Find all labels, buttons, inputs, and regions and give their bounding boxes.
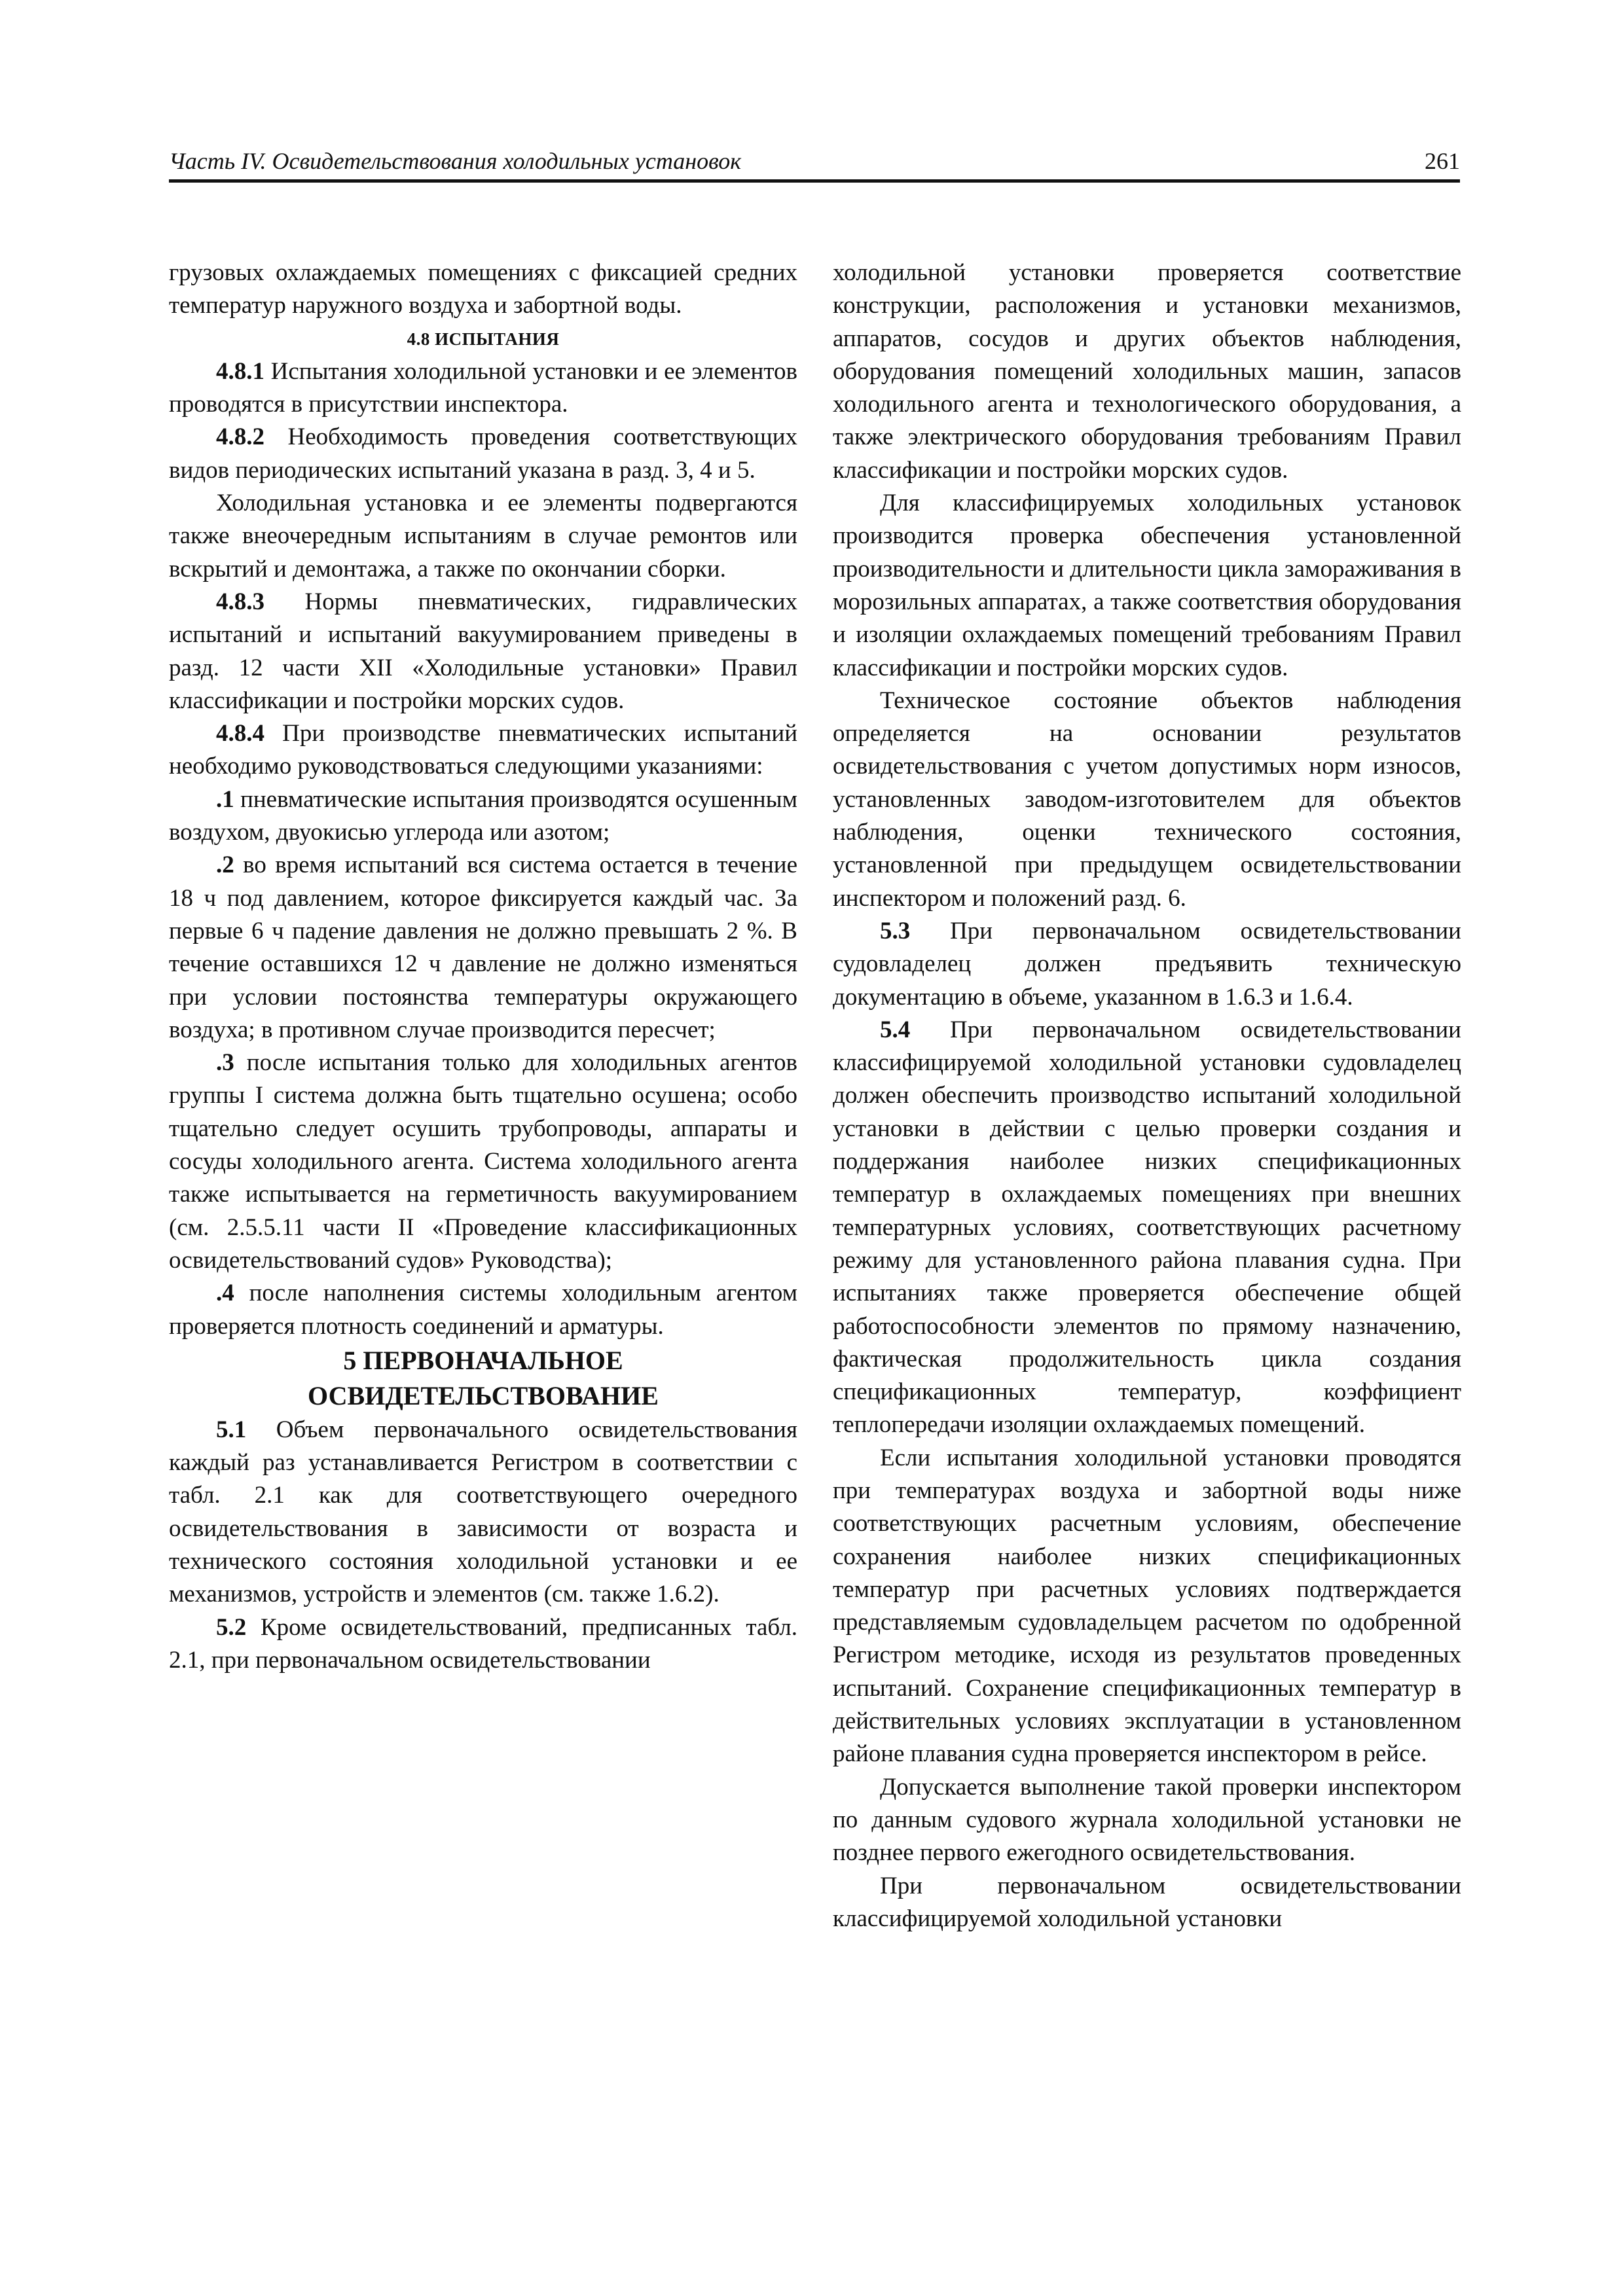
right-column <box>833 257 1461 1935</box>
clause-text: Кроме освидетельствований, предписанных табл. 2.1, при первоначальном освидетельствовании <box>169 1613 797 1674</box>
paragraph-technical-condition: Техническое состояние объектов наблюдения определяется на основании результатов освидетельствования с учетом допустимых норм износов, установленных заводом-изготовителем для объектов наблюдения, оценки технического состояния, установленной при предыдущем освидетельствовании инспектором и положений разд. 6. <box>833 687 1461 912</box>
paragraph-4-8-2-b: Холодильная установка и ее элементы подвергаются также внеочередным испытаниям в случае ремонтов или вскрытий и демонтажа, а также по окончании сборки. <box>169 490 797 583</box>
clause-text: Объем первоначального освидетельствования каждый раз устанавливается Регистром в соответствии с табл. 2.1 как для соответствующего очередного освидетельствования в зависимости от возраста и технического состояния холодильной установки и ее механизмов, устройств и элементов (см. также 1.6.2). <box>169 1416 797 1608</box>
subsection-heading-4-8: 4.8 ИСПЫТАНИЯ <box>407 329 560 349</box>
clause-text: При первоначальном освидетельствовании судовладелец должен предъявить техническую документацию в объеме, указанном в 1.6.3 и 1.6.4. <box>833 917 1461 1011</box>
paragraph-allowed: Допускается выполнение такой проверки инспектором по данным судового журнала холодильной установки не позднее первого ежегодного освидетельствования. <box>833 1773 1461 1867</box>
section-heading-line-1: 5 ПЕРВОНАЧАЛЬНОЕ <box>343 1345 623 1375</box>
item-number: .4 <box>216 1280 234 1307</box>
item-number: .2 <box>216 852 234 879</box>
list-item-3 <box>169 1047 797 1277</box>
paragraph-continuation: холодильной установки проверяется соответствие конструкции, расположения и установки механизмов, аппаратов, сосудов и других объектов наблюдения, оборудования помещений холодильных машин, запасов холодильного агента и технологического оборудования, а также электрического оборудования требованиям Правил классификации и постройки морских судов. <box>833 259 1461 484</box>
item-number: .1 <box>216 785 234 813</box>
item-text: пневматические испытания производятся осушенным воздухом, двуокисью углерода или азотом; <box>169 785 797 846</box>
section-heading-line-2: ОСВИДЕТЕЛЬСТВОВАНИЕ <box>308 1380 659 1410</box>
clause-number: 5.1 <box>216 1416 247 1443</box>
clause-number: 5.4 <box>880 1016 911 1043</box>
clause-text: При первоначальном освидетельствовании классифицируемой холодильной установки судовладелец должен обеспечить производство испытаний холодильной установки в действии с целью проверки создания и поддержания наиболее низких спецификационных температур в охлаждаемых помещениях при внешних температурных условиях, соответствующих расчетному режиму для установленного района плавания судна. При испытаниях также проверяется обеспечение общей работоспособности элементов по прямому назначению, фактическая продолжительность цикла создания спецификационных температур, коэффициент теплопередачи изоляции охлаждаемых помещений. <box>833 1016 1461 1439</box>
paragraph-4-8-4 <box>169 717 797 783</box>
paragraph-5-3 <box>833 915 1461 1014</box>
paragraph-last: При первоначальном освидетельствовании классифицируемой холодильной установки <box>833 1872 1461 1932</box>
clause-number: 4.8.3 <box>216 588 264 615</box>
paragraph-classified-units: Для классифицируемых холодильных установок производится проверка обеспечения установленной производительности и длительности цикла замораживания в морозильных аппаратах, а также соответствия оборудования и изоляции охлаждаемых помещений требованиям Правил классификации и постройки морских судов. <box>833 490 1461 681</box>
clause-number: 5.2 <box>216 1613 247 1641</box>
clause-number: 5.3 <box>880 917 911 944</box>
clause-text: Испытания холодильной установки и ее элементов проводятся в присутствии инспектора. <box>169 357 797 418</box>
page-number: 261 <box>1425 148 1460 174</box>
paragraph-intro: грузовых охлаждаемых помещениях с фиксацией средних температур наружного воздуха и забортной воды. <box>169 259 797 319</box>
clause-text: Нормы пневматических, гидравлических испытаний и испытаний вакуумированием приведены в разд. 12 части XII «Холодильные установки» Правил классификации и постройки морских судов. <box>169 588 797 714</box>
item-text: во время испытаний вся система остается в течение 18 ч под давлением, которое фиксируется каждый час. За первые 6 ч падение давления не должно превышать 2 %. В течение оставшихся 12 ч давление не должно изменяться при условии постоянства температуры окружающего воздуха; в противном случае производится пересчет; <box>169 852 797 1043</box>
item-text: после испытания только для холодильных агентов группы I система должна быть тщательно осушена; особо тщательно следует осушить трубопроводы, аппараты и сосуды холодильного агента. Система холодильного агента также испытывается на герметичность вакуумированием (см. 2.5.5.11 части II «Проведение классификационных освидетельствований судов» Руководства); <box>169 1049 797 1274</box>
left-column <box>169 257 797 1677</box>
clause-number: 4.8.1 <box>216 357 264 385</box>
item-number: .3 <box>216 1049 234 1077</box>
paragraph-5-1 <box>169 1414 797 1611</box>
list-item-2 <box>169 849 797 1047</box>
list-item-4 <box>169 1277 797 1343</box>
paragraph-4-8-1 <box>169 355 797 422</box>
section-heading-5 <box>169 1343 797 1414</box>
running-title: Часть IV. Освидетельствования холодильных установок <box>169 148 742 174</box>
paragraph-5-2 <box>169 1611 797 1677</box>
clause-text: При производстве пневматических испытаний необходимо руководствоваться следующими указаниями: <box>169 720 797 780</box>
paragraph-4-8-3 <box>169 586 797 717</box>
paragraph-4-8-2 <box>169 421 797 487</box>
clause-number: 4.8.2 <box>216 423 264 451</box>
clause-text: Необходимость проведения соответствующих видов периодических испытаний указана в разд. 3, 4 и 5. <box>169 423 797 484</box>
list-item-1 <box>169 783 797 850</box>
clause-number: 4.8.4 <box>216 720 264 747</box>
item-text: после наполнения системы холодильным агентом проверяется плотность соединений и арматуры. <box>169 1280 797 1340</box>
paragraph-5-4 <box>833 1014 1461 1442</box>
header-rule <box>169 179 1460 183</box>
running-header <box>169 147 1460 179</box>
paragraph-if-tests: Если испытания холодильной установки проводятся при температурах воздуха и забортной воды ниже соответствующих расчетным условиям, обеспечение сохранения наиболее низких спецификационных температур при расчетных условиях подтверждается представляемым судовладельцем расчетом по одобренной Регистром методике, исходя из результатов проведенных испытаний. Сохранение спецификационных температур в действительных условиях эксплуатации в установленном районе плавания судна проверяется инспектором в рейсе. <box>833 1444 1461 1768</box>
